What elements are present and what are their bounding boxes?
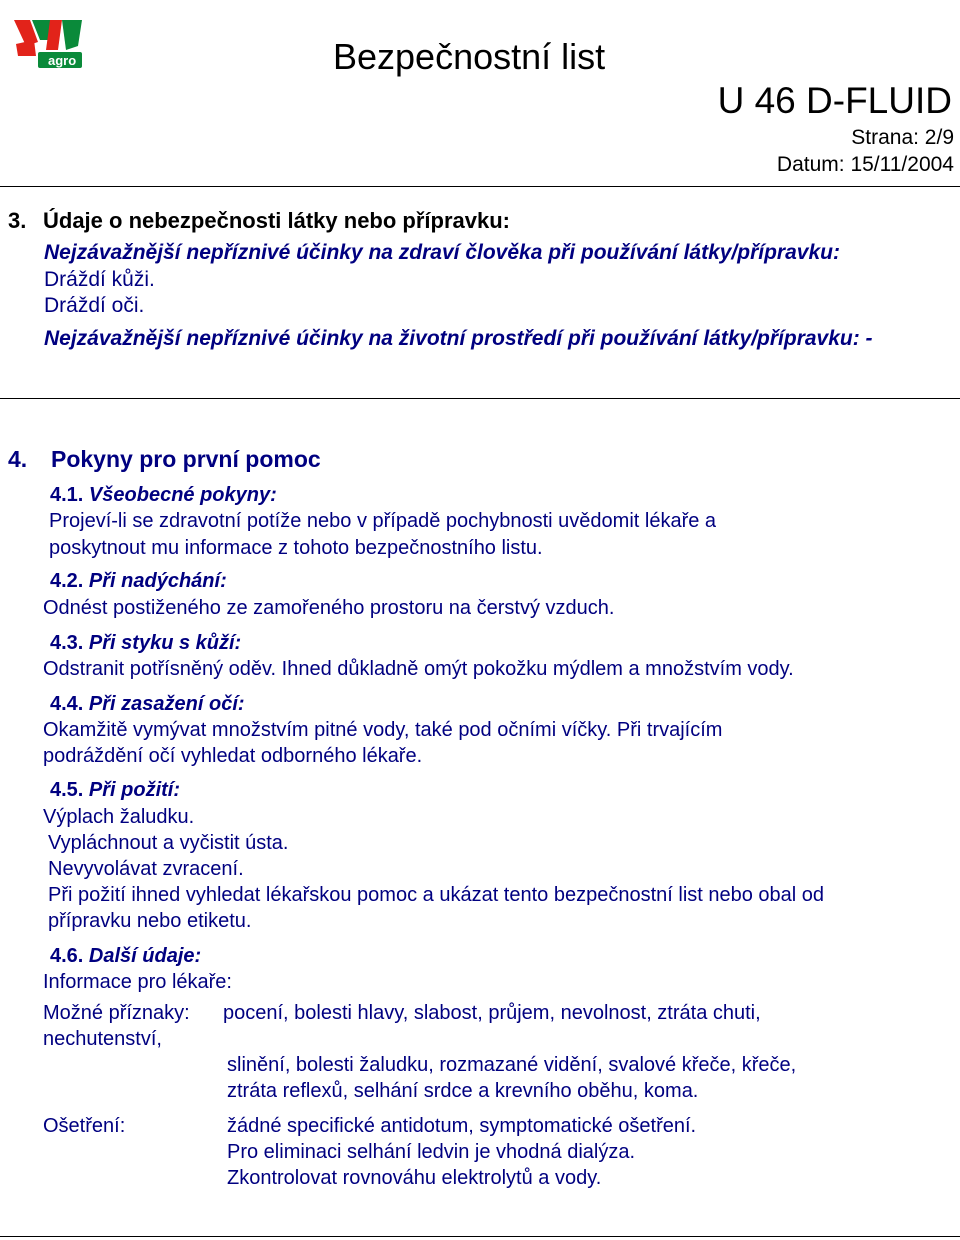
fn-agro-logo-icon <box>12 16 88 70</box>
symptoms-text-line: pocení, bolesti hlavy, slabost, průjem, nevolnost, ztráta chuti, <box>223 1002 761 1024</box>
section-divider <box>0 398 960 399</box>
ingestion-text-line: Vypláchnout a vyčistit ústa. <box>48 832 289 854</box>
subsection-other-heading <box>50 945 201 968</box>
subsection-title: Při zasažení očí: <box>88 693 245 715</box>
subsection-inhalation-heading <box>50 570 227 593</box>
symptoms-text-line: ztráta reflexů, selhání srdce a krevního oběhu, koma. <box>227 1080 699 1102</box>
section-4-title: Pokyny pro první pomoc <box>51 446 321 472</box>
symptoms-text-line: slinění, bolesti žaludku, rozmazané vidění, svalové křeče, křeče, <box>227 1054 797 1076</box>
ingestion-text-line: Výplach žaludku. <box>43 806 195 828</box>
environment-effects-heading: Nejzávažnější nepříznivé účinky na životní prostředí při používání látky/přípravku: - <box>44 327 873 350</box>
subsection-title: Všeobecné pokyny: <box>88 484 277 506</box>
subsection-eyes-heading <box>50 693 245 716</box>
skin-text-line: Odstranit potřísněný oděv. Ihned důkladně omýt pokožku mýdlem a množstvím vody. <box>43 658 794 680</box>
symptoms-text-line: nechutenství, <box>43 1028 162 1050</box>
general-text-line: poskytnout mu informace z tohoto bezpečnostního listu. <box>49 537 543 559</box>
page-number: Strana: 2/9 <box>851 126 954 149</box>
health-effect-item: Dráždí kůži. <box>44 268 155 291</box>
document-title: Bezpečnostní list <box>333 36 606 77</box>
treatment-text-line: Pro eliminaci selhání ledvin je vhodná dialýza. <box>227 1141 636 1163</box>
ingestion-text-line: přípravku nebo etiketu. <box>48 910 252 932</box>
treatment-text-line: žádné specifické antidotum, symptomatické ošetření. <box>227 1115 697 1137</box>
subsection-number: 4.1. <box>50 484 84 506</box>
subsection-title: Při požití: <box>88 779 181 801</box>
subsection-number: 4.6. <box>50 945 84 967</box>
physician-info-label: Informace pro lékaře: <box>43 971 232 993</box>
treatment-label: Ošetření: <box>43 1115 126 1137</box>
subsection-general-heading <box>50 484 277 507</box>
section-4-number: 4. <box>8 446 28 472</box>
subsection-number: 4.3. <box>50 632 84 654</box>
svg-text:agro: agro <box>48 53 77 68</box>
header-divider <box>0 186 960 187</box>
eyes-text-line: podráždění očí vyhledat odborného lékaře. <box>43 745 423 767</box>
subsection-number: 4.4. <box>50 693 84 715</box>
document-date: Datum: 15/11/2004 <box>776 153 954 176</box>
symptoms-label: Možné příznaky: <box>43 1002 190 1024</box>
section-3-heading <box>8 208 510 234</box>
general-text-line: Projeví-li se zdravotní potíže nebo v případě pochybnosti uvědomit lékaře a <box>49 510 717 532</box>
eyes-text-line: Okamžitě vymývat množstvím pitné vody, také pod očními víčky. Při trvajícím <box>43 719 723 741</box>
subsection-number: 4.5. <box>50 779 84 801</box>
health-effect-item: Dráždí oči. <box>44 294 145 317</box>
treatment-text-line: Zkontrolovat rovnováhu elektrolytů a vody. <box>227 1167 602 1189</box>
subsection-title: Při nadýchání: <box>88 570 227 592</box>
section-4-heading <box>8 446 321 473</box>
product-name: U 46 D-FLUID <box>717 80 952 121</box>
subsection-title: Další údaje: <box>88 945 202 967</box>
ingestion-text-line: Při požití ihned vyhledat lékařskou pomoc a ukázat tento bezpečnostní list nebo obal od <box>48 884 825 906</box>
subsection-skin-heading <box>50 632 241 655</box>
subsection-title: Při styku s kůží: <box>88 632 242 654</box>
footer-divider <box>0 1236 960 1237</box>
inhalation-text-line: Odnést postiženého ze zamořeného prostoru na čerstvý vzduch. <box>43 597 615 619</box>
section-3-number: 3. <box>8 208 27 233</box>
section-3-title: Údaje o nebezpečnosti látky nebo přípravku: <box>43 208 510 233</box>
ingestion-text-line: Nevyvolávat zvracení. <box>48 858 244 880</box>
subsection-number: 4.2. <box>50 570 84 592</box>
health-effects-heading: Nejzávažnější nepříznivé účinky na zdraví člověka při používání látky/přípravku: <box>44 241 840 264</box>
subsection-ingestion-heading <box>50 779 180 802</box>
company-logo <box>12 16 88 70</box>
